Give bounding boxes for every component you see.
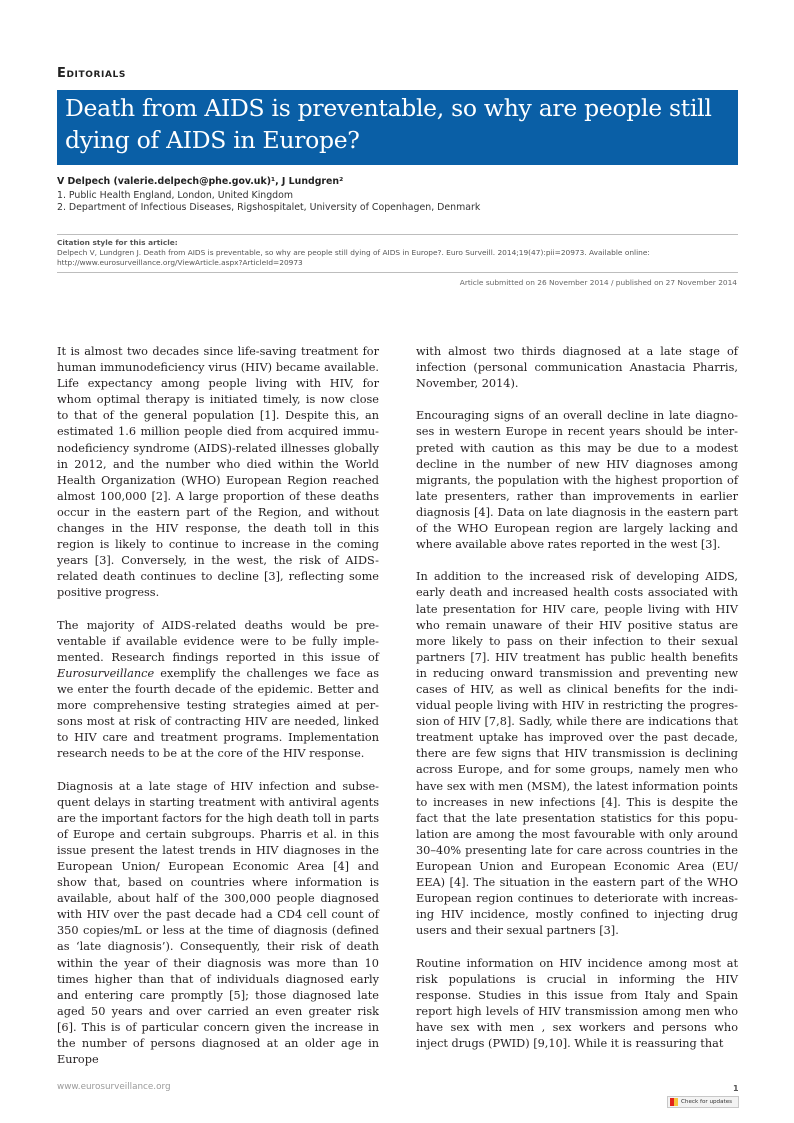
paragraph: It is almost two decades since life-saving treatment for human immunodeficiency virus (HIV) became available. Life expectancy among people living with HIV, for whom optimal therapy is initiated timely, is now close to that of the general population [1]. Despite this, an estimated 1.6 million people died from acquired immunodeficiency syndrome (AIDS)-related illnesses globally in 2012, and the number who died within the World Health Organization (WHO) European Region reached almost 100,000 [2]. A large proportion of these deaths occur in the eastern part of the Region, and without changes in the HIV response, the death toll in this region is likely to continue to increase in the coming years [3]. Conversely, in the west, the risk of AIDS-related death continues to decline [3], reflecting some positive progress. [57,345,379,600]
citation-text [57,248,757,267]
paragraph: In addition to the increased risk of developing AIDS, early death and increased health costs associated with late presentation for HIV care, people living with HIV who remain unaware of their HIV positive status are more likely to pass on their infection to their sexual partners [7]. HIV treatment has public health benefits in reducing onward transmission and preventing new cases of HIV, as well as clinical benefits for the individual people living with HIV in restricting the progression of HIV [7,8]. Sadly, while there are indications that treatment uptake has improved over the past decade, there are few signs that HIV transmission is declining across Europe, and for some groups, namely men who have sex with men (MSM), the latest information points to increases in new infections [4]. This is despite the fact that the late presentation statistics for this population are among the most favourable with only around 30–40% presenting late for care across countries in the European Union and European Economic Area (EU/ EEA) [4]. The situation in the eastern part of the WHO European region continues to deteriorate with increasing HIV incidence, mostly confined to injecting drug users and their sexual partners [3]. [416,570,738,938]
citation-url[interactable]: http://www.eurosurveillance.org/ViewArticle.aspx?ArticleId=20973 [57,257,303,267]
right-column [416,344,738,1068]
paragraph: Diagnosis at a late stage of HIV infection and subsequent delays in starting treatment with antiviral agents are the important factors for the high death toll in parts of Europe and certain subgroups. Pharris et al. in this issue present the latest trends in HIV diagnoses in the European Union/ European Economic Area [4] and show that, based on countries where information is available, about half of the 300,000 people diagnosed with HIV over the past decade had a CD4 cell count of 350 copies/mL or less at the time of diagnosis (defined as ‘late diagnosis’). Consequently, their risk of death within the year of their diagnosis was more than 10 times higher than that of individuals diagnosed early and entering care promptly [5]; those diagnosed late aged 50 years and over carried an even greater risk [6]. This is of particular concern given the increase in the number of persons diagnosed at an older age in Europe [57,779,379,1067]
section-label: Editorials [57,66,126,81]
check-for-updates-label: Check for updates [681,1099,733,1105]
paragraph: with almost two thirds diagnosed at a late stage of infection (personal communication Anastacia Pharris, November, 2014). [416,345,738,391]
crossmark-icon [670,1098,678,1106]
article-title [57,90,738,165]
journal-name: Eurosurveillance [57,666,155,680]
check-for-updates-button[interactable] [667,1096,739,1108]
affiliation-1: 1. Public Health England, London, United Kingdom [57,190,294,201]
paragraph: Routine information on HIV incidence among most at risk populations is crucial in informing the HIV response. Studies in this issue from Italy and Spain report high levels of HIV transmission among men who have sex with men , sex workers and persons who inject drugs (PWID) [9,10]. While it is reassuring that [416,956,738,1051]
title-line-1: Death from AIDS is preventable, so why are people still [65,94,712,122]
affiliation-2: 2. Department of Infectious Diseases, Rigshospitalet, University of Copenhagen, Denmark [57,202,481,213]
submission-dates: Article submitted on 26 November 2014 / published on 27 November 2014 [459,278,737,287]
paragraph: Encouraging signs of an overall decline in late diagnoses in western Europe in recent years should be interpreted with caution as this may be due to a modest decline in the number of new HIV diagnoses among migrants, the population with the highest proportion of late presenters, rather than improvements in earlier diagnosis [4]. Data on late diagnosis in the eastern part of the WHO European region are largely lacking and where available above rates reported in the west [3]. [416,409,738,552]
divider [57,234,738,235]
divider [57,272,738,273]
page-number: 1 [733,1084,739,1093]
authors: V Delpech (valerie.delpech@phe.gov.uk)¹, J Lundgren² [57,176,344,187]
citation-label: Citation style for this article: [57,238,178,247]
citation-line-1: Delpech V, Lundgren J. Death from AIDS is preventable, so why are people still dying of AIDS in Europe?. Euro Surveill. 2014;19(47):pii=20973. Available online: [57,248,650,257]
paragraph: The majority of AIDS-related deaths would be preventable if available evidence were to be fully implemented. Research findings reported in this issue of Eurosurveillance exemplify the challenges we face as we enter the fourth decade of the epidemic. Better and more comprehensive testing strategies aimed at persons most at risk of contracting HIV are needed, linked to HIV care and treatment programs. Implementation research needs to be at the core of the HIV response. [57,618,379,761]
footer-url[interactable]: www.eurosurveillance.org [57,1082,171,1092]
left-column [57,344,379,1084]
title-line-2: dying of AIDS in Europe? [65,126,360,154]
